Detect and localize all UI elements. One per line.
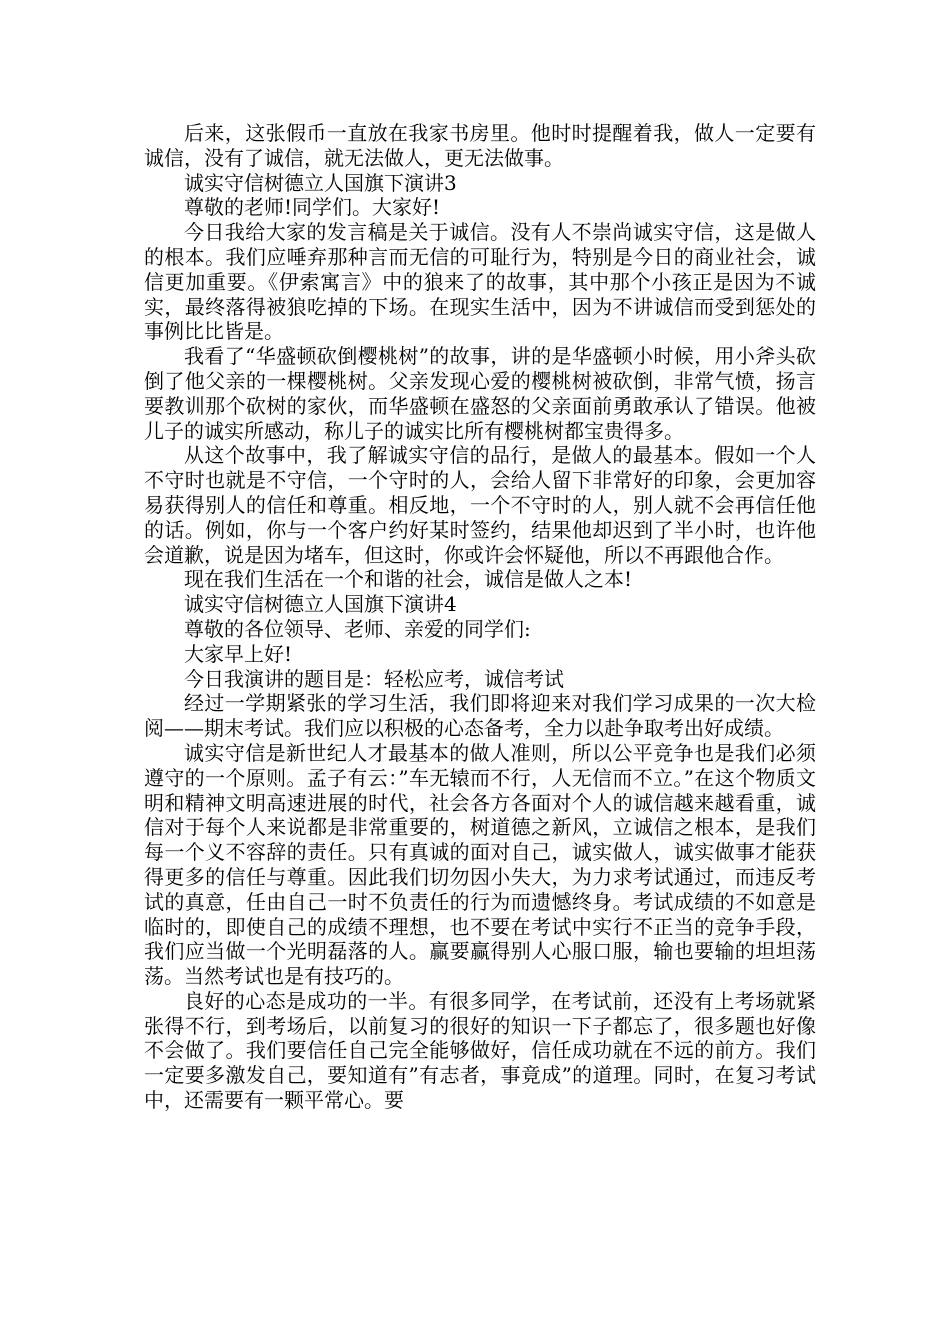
paragraph: 现在我们生活在一个和谐的社会，诚信是做人之本! bbox=[184, 567, 633, 592]
salutation: 尊敬的各位领导、老师、亲爱的同学们: bbox=[184, 616, 531, 641]
section-heading: 诚实守信树德立人国旗下演讲4 bbox=[184, 592, 457, 617]
paragraph: 良好的心态是成功的一半。有很多同学，在考试前，还没有上考场就紧张得不行，到考场后，以前复习的很好的知识一下子都忘了，很多题也好像不会做了。我们要信任自己完全能够做好，信任成功就在不远的前方。我们一定要多激发自己，要知道有”有志者，事竟成”的道理。同时，在复习考试中，还需要有一颗平常心。要 bbox=[144, 988, 816, 1113]
salutation: 尊敬的老师!同学们。大家好! bbox=[184, 195, 441, 220]
paragraph: 我看了“华盛顿砍倒樱桃树”的故事，讲的是华盛顿小时候，用小斧头砍倒了他父亲的一棵樱桃树。父亲发现心爱的樱桃树被砍倒，非常气愤，扬言要教训那个砍树的家伙，而华盛顿在盛怒的父亲面前勇敢承认了错误。他被儿子的诚实所感动，称儿子的诚实比所有樱桃树都宝贵得多。 bbox=[144, 344, 816, 443]
paragraph: 今日我给大家的发言稿是关于诚信。没有人不崇尚诚实守信，这是做人的根本。我们应唾弃那种言而无信的可耻行为，特别是今日的商业社会，诚信更加重要。《伊索寓言》中的狼来了的故事，其中那个小孩正是因为不诚实，最终落得被狼吃掉的下场。在现实生活中，因为不讲诚信而受到惩处的事例比比皆是。 bbox=[144, 220, 816, 344]
paragraph: 诚实守信是新世纪人才最基本的做人准则，所以公平竞争也是我们必须遵守的一个原则。孟子有云：”车无辕而不行，人无信而不立。”在这个物质文明和精神文明高速进展的时代，社会各方各面对个人的诚信越来越看重，诚信对于每个人来说都是非常重要的，树道德之新风，立诚信之根本，是我们每一个义不容辞的责任。只有真诚的面对自己，诚实做人，诚实做事才能获得更多的信任与尊重。因此我们切勿因小失大，为力求考试通过，而违反考试的真意，任由自己一时不负责任的行为而遗憾终身。考试成绩的不如意是临时的，即使自己的成绩不理想，也不要在考试中实行不正当的竞争手段，我们应当做一个光明磊落的人。赢要赢得别人心服口服，输也要输的坦坦荡荡。当然考试也是有技巧的。 bbox=[144, 740, 816, 989]
paragraph: 后来，这张假币一直放在我家书房里。他时时提醒着我，做人一定要有诚信，没有了诚信，就无法做人，更无法做事。 bbox=[144, 121, 816, 170]
paragraph: 从这个故事中，我了解诚实守信的品行，是做人的最基本。假如一个人不守时也就是不守信，一个守时的人，会给人留下非常好的印象，会更加容易获得别人的信任和尊重。相反地，一个不守时的人，别人就不会再信任他的话。例如，你与一个客户约好某时签约，结果他却迟到了半小时，也许他会道歉，说是因为堵车，但这时，你或许会怀疑他，所以不再跟他合作。 bbox=[144, 443, 816, 567]
section-heading: 诚实守信树德立人国旗下演讲3 bbox=[184, 170, 457, 195]
speech-topic: 今日我演讲的题目是：轻松应考，诚信考试 bbox=[184, 666, 564, 691]
greeting: 大家早上好! bbox=[184, 641, 293, 666]
document-page bbox=[144, 121, 816, 1113]
paragraph: 经过一学期紧张的学习生活，我们即将迎来对我们学习成果的一次大检阅——期末考试。我们应以积极的心态备考，全力以赴争取考出好成绩。 bbox=[144, 691, 816, 741]
